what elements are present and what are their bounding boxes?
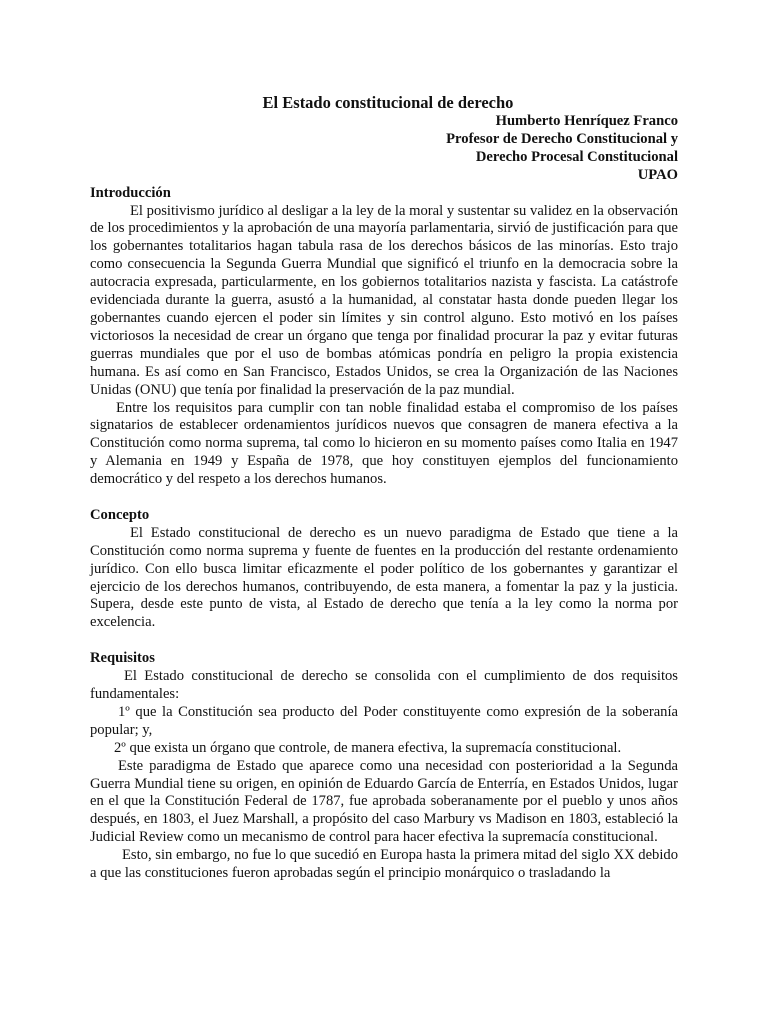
document-title: El Estado constitucional de derecho xyxy=(262,93,514,112)
author-name: Humberto Henríquez Franco xyxy=(495,113,678,129)
requisitos-paragraph-3: Esto, sin embargo, no fue lo que sucedió en Europa hasta la primera mitad del siglo XX debido a que las constituciones fueron aprobadas según el principio monárquico o trasladando la xyxy=(90,847,678,882)
section-heading-concepto: Concepto xyxy=(90,506,150,523)
paragraph-gap xyxy=(90,489,678,507)
section-heading-introduccion: Introducción xyxy=(90,184,171,201)
requisitos-item-1: 1º que la Constitución sea producto del Poder constituyente como expresión de la soberanía popular; y, xyxy=(90,703,678,738)
author-institution: UPAO xyxy=(637,166,678,183)
section-heading-requisitos: Requisitos xyxy=(90,650,155,667)
author-role-line-1: Profesor de Derecho Constitucional y xyxy=(446,130,678,147)
requisitos-paragraph-1: El Estado constitucional de derecho se consolida con el cumplimiento de dos requisitos fundamentales: xyxy=(90,668,678,702)
concepto-paragraph-1: El Estado constitucional de derecho es un nuevo paradigma de Estado que tiene a la Constitución como norma suprema y fuente de fuentes en la producción del restante ordenamiento jurídico. Con ello busca limitar eficazmente el poder político de los gobernantes y garantizar el ejercicio de los derechos humanos, contribuyendo, de esta manera, a fomentar la paz y la justicia. Supera, desde este punto de vista, al Estado de derecho que tenía a la ley como la norma por excelencia. xyxy=(90,524,678,631)
intro-paragraph-2: Entre los requisitos para cumplir con tan noble finalidad estaba el compromiso de los países signatarios de establecer ordenamientos jurídicos nuevos que consagren de manera efectiva a la Constitución como norma suprema, tal como lo hicieron en su momento países como Italia en 1947 y Alemania en 1949 y España de 1978, que hoy constituyen ejemplos del funcionamiento democrático y del respeto a los derechos humanos. xyxy=(90,399,678,488)
document-page xyxy=(90,92,678,883)
paragraph-gap xyxy=(90,632,678,650)
requisitos-item-2: 2º que exista un órgano que controle, de manera efectiva, la supremacía constitucional. xyxy=(114,739,622,756)
intro-paragraph-1: El positivismo jurídico al desligar a la ley de la moral y sustentar su validez en la observación de los procedimientos y la aprobación de una mayoría parlamentaria, sirvió de justificación para que los gobernantes totalitarios hagan tabula rasa de los derechos básicos de las minorías. Esto trajo como consecuencia la Segunda Guerra Mundial que significó el triunfo en la democracia sobre la autocracia expresada, particularmente, en los gobiernos totalitarios nazista y fascista. La catástrofe evidenciada durante la guerra, asustó a la humanidad, al constatar hasta donde pueden llegar los gobernantes cuando ejercen el poder sin límites y sin control alguno. Esto motivó en los países victoriosos la necesidad de crear un órgano que tenga por finalidad procurar la paz y evitar futuras guerras mundiales que por el uso de bombas atómicas pondría en peligro la propia existencia humana. Es así como en San Francisco, Estados Unidos, se crea la Organización de las Naciones Unidas (ONU) que tenía por finalidad la preservación de la paz mundial. xyxy=(90,202,678,398)
requisitos-paragraph-2: Este paradigma de Estado que aparece como una necesidad con posterioridad a la Segunda Guerra Mundial tiene su origen, en opinión de Eduardo García de Enterría, en Estados Unidos, lugar en el que la Constitución Federal de 1787, fue aprobada soberanamente por el pueblo y unos años después, en 1803, el Juez Marshall, a propósito del caso Marbury vs Madison en 1803, estableció la Judicial Review como un mecanismo de control para hacer efectiva la supremacía constitucional. xyxy=(90,757,678,846)
author-role-line-2: Derecho Procesal Constitucional xyxy=(475,148,678,165)
